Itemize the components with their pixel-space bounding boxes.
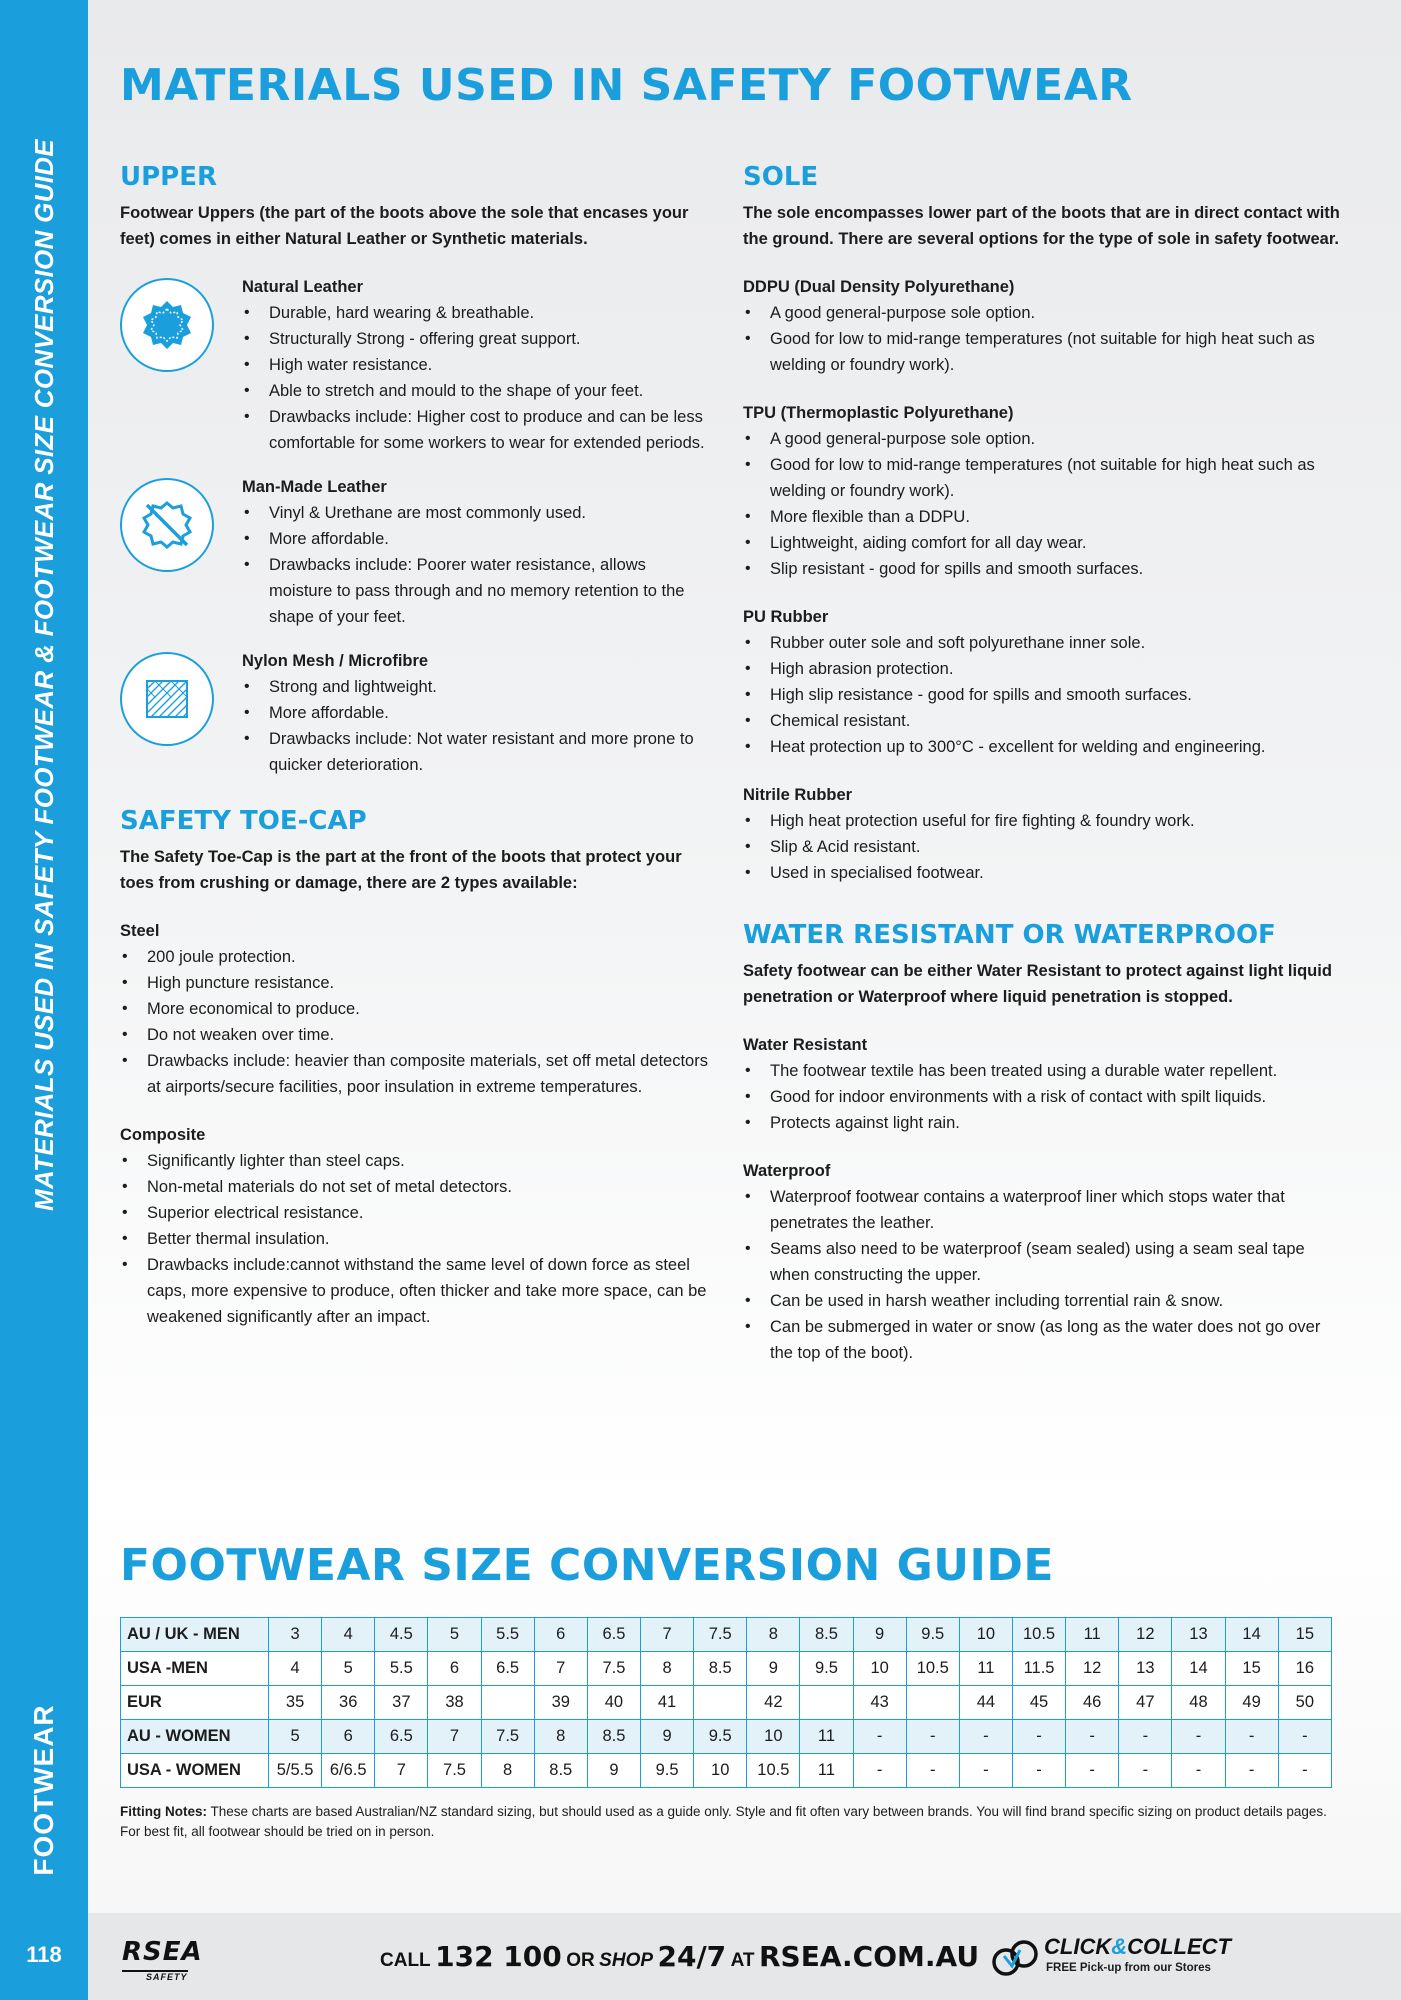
list-item: • Lightweight, aiding comfort for all day wear. — [743, 530, 1343, 556]
table-row — [121, 1720, 1332, 1754]
table-cell: 13 — [1119, 1652, 1172, 1686]
list-item: • Good for low to mid-range temperatures (not suitable for high heat such as welding or foundry work). — [743, 326, 1343, 378]
table-cell: 5/5.5 — [269, 1754, 322, 1788]
table-cell: - — [1278, 1754, 1331, 1788]
right-column — [743, 162, 1343, 1388]
logo-wordmark: RSEA — [122, 1937, 203, 1967]
table-cell: 7 — [428, 1720, 481, 1754]
row-label: AU / UK - MEN — [121, 1618, 269, 1652]
table-cell: 8 — [747, 1618, 800, 1652]
material-man-made-leather — [120, 474, 710, 630]
water-type-waterproof: Waterproof — [743, 1162, 831, 1180]
table-cell: 5.5 — [481, 1618, 534, 1652]
size-guide-title: FOOTWEAR SIZE CONVERSION GUIDE — [120, 1540, 1054, 1591]
table-cell: 4.5 — [375, 1618, 428, 1652]
logo-tagline: SAFETY — [122, 1970, 188, 1982]
table-cell: 48 — [1172, 1686, 1225, 1720]
table-cell: - — [1012, 1754, 1065, 1788]
page-title: MATERIALS USED IN SAFETY FOOTWEAR — [120, 60, 1133, 111]
table-cell: 50 — [1278, 1686, 1331, 1720]
table-cell — [481, 1686, 534, 1720]
table-cell: - — [959, 1720, 1012, 1754]
table-cell: 8 — [534, 1720, 587, 1754]
table-row — [121, 1652, 1332, 1686]
water-section — [743, 920, 1343, 1366]
table-cell: 5 — [322, 1652, 375, 1686]
at-text: AT — [730, 1950, 755, 1971]
size-guide — [120, 1617, 1332, 1842]
table-cell: 9 — [853, 1618, 906, 1652]
table-cell: 12 — [1119, 1618, 1172, 1652]
leather-hide-icon — [120, 278, 214, 372]
toecap-section — [120, 806, 710, 1330]
table-cell: - — [1119, 1720, 1172, 1754]
no-leather-icon — [120, 478, 214, 572]
cc-collect: COLLECT — [1127, 1934, 1231, 1959]
table-cell: 46 — [1066, 1686, 1119, 1720]
waterproof-bullets — [743, 1184, 1343, 1366]
toecap-title: SAFETY TOE-CAP — [120, 806, 367, 836]
list-item: • A good general-purpose sole option. — [743, 426, 1343, 452]
table-cell: - — [959, 1754, 1012, 1788]
sole-type-tpu: TPU (Thermoplastic Polyurethane) — [743, 404, 1014, 422]
table-cell: 7.5 — [694, 1618, 747, 1652]
table-cell: 6/6.5 — [322, 1754, 375, 1788]
table-cell: 7.5 — [481, 1720, 534, 1754]
size-conversion-table — [120, 1617, 1332, 1788]
fitting-notes-text: These charts are based Australian/NZ standard sizing, but should used as a guide only. Style and fit often vary between brands. You will find brand specific sizing on product details pages. For best fit, all footwear should be tried on in person. — [120, 1804, 1327, 1839]
table-cell — [694, 1686, 747, 1720]
table-cell: 37 — [375, 1686, 428, 1720]
table-cell: - — [1225, 1720, 1278, 1754]
click-collect-icon — [990, 1936, 1040, 1980]
table-cell: 7 — [375, 1754, 428, 1788]
material-bullets — [242, 300, 710, 456]
cc-amp: & — [1111, 1934, 1128, 1959]
list-item: • Non-metal materials do not set of metal detectors. — [120, 1174, 710, 1200]
table-cell: 7 — [640, 1618, 693, 1652]
website-link[interactable]: RSEA.COM.AU — [759, 1940, 980, 1973]
material-nylon-mesh — [120, 648, 710, 778]
list-item: • Durable, hard wearing & breathable. — [242, 300, 710, 326]
list-item: • Can be used in harsh weather including torrential rain & snow. — [743, 1288, 1343, 1314]
list-item: • Used in specialised footwear. — [743, 860, 1343, 886]
shop-text: SHOP — [599, 1950, 654, 1971]
row-label: EUR — [121, 1686, 269, 1720]
table-row — [121, 1686, 1332, 1720]
table-cell: 10.5 — [906, 1652, 959, 1686]
table-cell: 9 — [640, 1720, 693, 1754]
list-item: • Vinyl & Urethane are most commonly used. — [242, 500, 710, 526]
list-item: • More affordable. — [242, 700, 710, 726]
table-cell: 6 — [428, 1652, 481, 1686]
table-cell: 49 — [1225, 1686, 1278, 1720]
table-cell: 43 — [853, 1686, 906, 1720]
upper-title: UPPER — [120, 162, 218, 192]
hours-text: 24/7 — [657, 1940, 727, 1973]
table-cell: 6.5 — [481, 1652, 534, 1686]
material-bullets — [242, 674, 710, 778]
table-cell: 4 — [269, 1652, 322, 1686]
table-cell: 16 — [1278, 1652, 1331, 1686]
table-cell: 9.5 — [906, 1618, 959, 1652]
table-cell: 5 — [428, 1618, 481, 1652]
list-item: • A good general-purpose sole option. — [743, 300, 1343, 326]
upper-section — [120, 162, 710, 778]
table-cell: 6 — [322, 1720, 375, 1754]
table-cell: 44 — [959, 1686, 1012, 1720]
list-item: • Structurally Strong - offering great support. — [242, 326, 710, 352]
table-cell: 10 — [853, 1652, 906, 1686]
list-item: • 200 joule protection. — [120, 944, 710, 970]
ddpu-bullets — [743, 300, 1343, 378]
water-resistant-bullets — [743, 1058, 1343, 1136]
table-cell: 8 — [640, 1652, 693, 1686]
list-item: • Drawbacks include: Not water resistant and more prone to quicker deterioration. — [242, 726, 710, 778]
table-cell: 8.5 — [694, 1652, 747, 1686]
table-cell: 3 — [269, 1618, 322, 1652]
list-item: • More economical to produce. — [120, 996, 710, 1022]
list-item: • High water resistance. — [242, 352, 710, 378]
table-cell: 6.5 — [587, 1618, 640, 1652]
water-intro: Safety footwear can be either Water Resistant to protect against light liquid penetration or Waterproof where liquid penetration is stopped. — [743, 962, 1332, 1006]
table-cell: 13 — [1172, 1618, 1225, 1652]
table-cell: 9 — [587, 1754, 640, 1788]
table-cell: 4 — [322, 1618, 375, 1652]
table-cell: - — [1172, 1720, 1225, 1754]
table-cell: 6 — [534, 1618, 587, 1652]
table-cell: 9.5 — [800, 1652, 853, 1686]
table-cell: - — [1278, 1720, 1331, 1754]
click-collect-subtitle: FREE Pick-up from our Stores — [1046, 1962, 1211, 1974]
list-item: • Can be submerged in water or snow (as long as the water does not go over the top of the boot). — [743, 1314, 1343, 1366]
or-text: OR — [566, 1950, 595, 1971]
table-cell: 45 — [1012, 1686, 1065, 1720]
list-item: • Chemical resistant. — [743, 708, 1343, 734]
left-column — [120, 162, 710, 1352]
table-cell: 8 — [481, 1754, 534, 1788]
table-cell: 9.5 — [640, 1754, 693, 1788]
material-name: Nylon Mesh / Microfibre — [242, 652, 429, 670]
cc-click: CLICK — [1044, 1934, 1112, 1959]
sole-type-ddpu: DDPU (Dual Density Polyurethane) — [743, 278, 1015, 296]
sole-type-pu-rubber: PU Rubber — [743, 608, 829, 626]
pu-rubber-bullets — [743, 630, 1343, 760]
list-item: • Seams also need to be waterproof (seam sealed) using a seam seal tape when constructing the upper. — [743, 1236, 1343, 1288]
table-cell: 8.5 — [534, 1754, 587, 1788]
table-cell: 42 — [747, 1686, 800, 1720]
table-cell — [800, 1686, 853, 1720]
list-item: • More flexible than a DDPU. — [743, 504, 1343, 530]
list-item: • More affordable. — [242, 526, 710, 552]
row-label: USA -MEN — [121, 1652, 269, 1686]
phone-number[interactable]: 132 100 — [435, 1940, 562, 1973]
table-cell: - — [853, 1754, 906, 1788]
table-cell: - — [906, 1754, 959, 1788]
table-cell: 9 — [747, 1652, 800, 1686]
list-item: • Superior electrical resistance. — [120, 1200, 710, 1226]
composite-bullets — [120, 1148, 710, 1330]
list-item: • Heat protection up to 300°C - excellent for welding and engineering. — [743, 734, 1343, 760]
table-cell: - — [1225, 1754, 1278, 1788]
table-cell: 36 — [322, 1686, 375, 1720]
table-cell: 15 — [1278, 1618, 1331, 1652]
table-cell: 14 — [1172, 1652, 1225, 1686]
list-item: • High slip resistance - good for spills and smooth surfaces. — [743, 682, 1343, 708]
list-item: • Good for low to mid-range temperatures (not suitable for high heat such as welding or foundry work). — [743, 452, 1343, 504]
water-title: WATER RESISTANT OR WATERPROOF — [743, 920, 1276, 950]
table-cell: 9.5 — [694, 1720, 747, 1754]
list-item: • Able to stretch and mould to the shape of your feet. — [242, 378, 710, 404]
table-cell — [906, 1686, 959, 1720]
table-cell: - — [1172, 1754, 1225, 1788]
table-cell: 8.5 — [800, 1618, 853, 1652]
table-row — [121, 1618, 1332, 1652]
table-cell: 12 — [1066, 1652, 1119, 1686]
toecap-intro: The Safety Toe-Cap is the part at the front of the boots that protect your toes from crushing or damage, there are 2 types available: — [120, 848, 682, 892]
list-item: • Drawbacks include:cannot withstand the same level of down force as steel caps, more expensive to produce, often thicker and take more space, can be weakened significantly after an impact. — [120, 1252, 710, 1330]
tpu-bullets — [743, 426, 1343, 582]
water-type-resistant: Water Resistant — [743, 1036, 868, 1054]
nitrile-bullets — [743, 808, 1343, 886]
table-cell: 40 — [587, 1686, 640, 1720]
sole-intro: The sole encompasses lower part of the boots that are in direct contact with the ground. There are several options for the type of sole in safety footwear. — [743, 204, 1340, 248]
table-cell: 6.5 — [375, 1720, 428, 1754]
material-name: Natural Leather — [242, 278, 364, 296]
table-cell: 47 — [1119, 1686, 1172, 1720]
sidebar — [0, 0, 88, 2000]
steel-bullets — [120, 944, 710, 1100]
sidebar-vertical-title: MATERIALS USED IN SAFETY FOOTWEAR & FOOTWEAR SIZE CONVERSION GUIDE — [29, 139, 59, 1211]
list-item: • Rubber outer sole and soft polyurethane inner sole. — [743, 630, 1343, 656]
list-item: • Better thermal insulation. — [120, 1226, 710, 1252]
table-cell: 7.5 — [428, 1754, 481, 1788]
table-cell: 10 — [694, 1754, 747, 1788]
list-item: • Significantly lighter than steel caps. — [120, 1148, 710, 1174]
list-item: • High abrasion protection. — [743, 656, 1343, 682]
table-cell: 14 — [1225, 1618, 1278, 1652]
list-item: • Do not weaken over time. — [120, 1022, 710, 1048]
list-item: • Strong and lightweight. — [242, 674, 710, 700]
rsea-logo[interactable] — [122, 1937, 212, 1982]
page-number: 118 — [26, 1942, 62, 1967]
list-item: • Waterproof footwear contains a waterproof liner which stops water that penetrates the leather. — [743, 1184, 1343, 1236]
table-cell: - — [853, 1720, 906, 1754]
list-item: • Drawbacks include: Poorer water resistance, allows moisture to pass through and no memory retention to the shape of your feet. — [242, 552, 710, 630]
mesh-icon — [120, 652, 214, 746]
table-cell: - — [1012, 1720, 1065, 1754]
row-label: AU - WOMEN — [121, 1720, 269, 1754]
click-collect-title — [1044, 1934, 1231, 1960]
material-bullets — [242, 500, 710, 630]
table-cell: 8.5 — [587, 1720, 640, 1754]
table-cell: 7.5 — [587, 1652, 640, 1686]
list-item: • High heat protection useful for fire fighting & foundry work. — [743, 808, 1343, 834]
material-name: Man-Made Leather — [242, 478, 387, 496]
table-cell: 39 — [534, 1686, 587, 1720]
sidebar-section-label: FOOTWEAR — [28, 1704, 59, 1876]
list-item: • Protects against light rain. — [743, 1110, 1343, 1136]
table-cell: 38 — [428, 1686, 481, 1720]
fitting-notes-label: Fitting Notes: — [120, 1804, 207, 1819]
fitting-notes — [120, 1802, 1332, 1842]
footer-contact — [380, 1940, 979, 1974]
list-item: • Drawbacks include: heavier than composite materials, set off metal detectors at airports/secure facilities, poor insulation in extreme temperatures. — [120, 1048, 710, 1100]
table-cell: 15 — [1225, 1652, 1278, 1686]
material-natural-leather — [120, 274, 710, 456]
table-cell: 11 — [800, 1720, 853, 1754]
table-cell: 11.5 — [1012, 1652, 1065, 1686]
list-item: • Slip resistant - good for spills and smooth surfaces. — [743, 556, 1343, 582]
list-item: • Slip & Acid resistant. — [743, 834, 1343, 860]
list-item: • The footwear textile has been treated using a durable water repellent. — [743, 1058, 1343, 1084]
sole-section — [743, 162, 1343, 886]
table-cell: - — [1066, 1720, 1119, 1754]
table-cell: 5.5 — [375, 1652, 428, 1686]
table-cell: 11 — [1066, 1618, 1119, 1652]
list-item: • Drawbacks include: Higher cost to produce and can be less comfortable for some workers to wear for extended periods. — [242, 404, 710, 456]
table-cell: 5 — [269, 1720, 322, 1754]
table-cell: 10 — [747, 1720, 800, 1754]
list-item: • High puncture resistance. — [120, 970, 710, 996]
table-cell: 11 — [959, 1652, 1012, 1686]
row-label: USA - WOMEN — [121, 1754, 269, 1788]
table-cell: 41 — [640, 1686, 693, 1720]
table-cell: 35 — [269, 1686, 322, 1720]
list-item: • Good for indoor environments with a risk of contact with spilt liquids. — [743, 1084, 1343, 1110]
table-row — [121, 1754, 1332, 1788]
table-cell: 11 — [800, 1754, 853, 1788]
upper-intro: Footwear Uppers (the part of the boots above the sole that encases your feet) comes in either Natural Leather or Synthetic materials. — [120, 204, 689, 248]
table-cell: 7 — [534, 1652, 587, 1686]
table-cell: - — [906, 1720, 959, 1754]
table-cell: 10 — [959, 1618, 1012, 1652]
toecap-type-steel: Steel — [120, 922, 160, 940]
call-prefix: CALL — [380, 1950, 431, 1971]
table-cell: - — [1066, 1754, 1119, 1788]
sole-title: SOLE — [743, 162, 819, 192]
table-cell: 10.5 — [747, 1754, 800, 1788]
toecap-type-composite: Composite — [120, 1126, 206, 1144]
sole-type-nitrile-rubber: Nitrile Rubber — [743, 786, 853, 804]
table-cell: 10.5 — [1012, 1618, 1065, 1652]
table-cell: - — [1119, 1754, 1172, 1788]
